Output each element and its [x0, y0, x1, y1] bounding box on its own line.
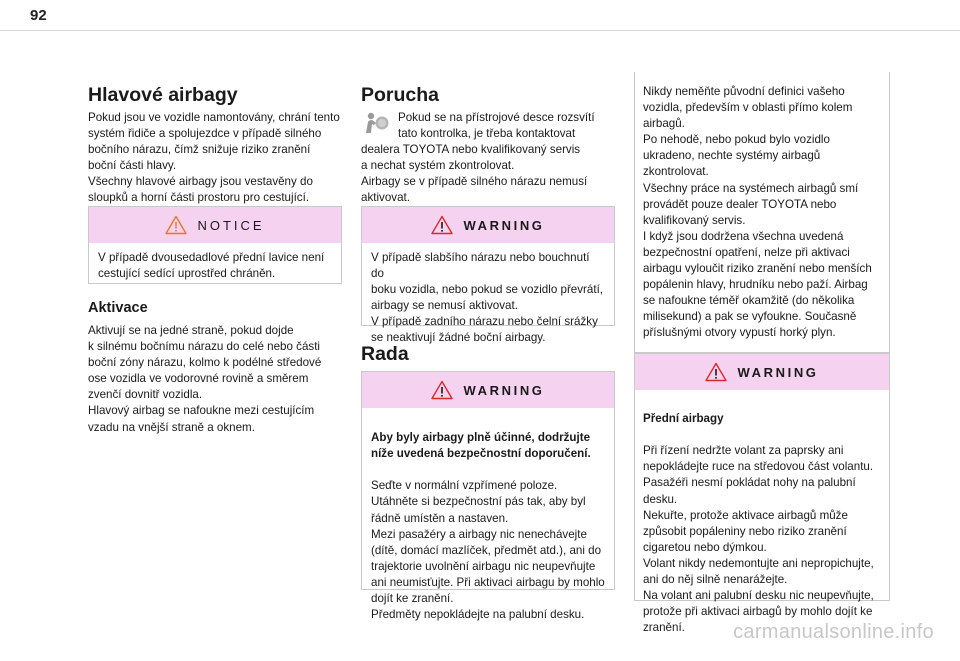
notice-label: NOTICE	[197, 217, 265, 233]
warning-body-3	[635, 390, 889, 661]
warning-bold-text-2: Aby byly airbagy plně účinné, dodržujte níže uvedená bezpečnostní doporučení.	[371, 431, 591, 461]
warning-title-3: Přední airbagy	[643, 412, 724, 426]
page-number: 92	[30, 7, 47, 24]
heading-porucha: Porucha	[361, 84, 440, 106]
continued-box	[634, 72, 890, 353]
notice-text: V případě dvousedadlové přední lavice není cestující sedící uprostřed chráněn.	[98, 251, 325, 281]
airbag-warning-light-icon	[362, 111, 390, 135]
hlavove-airbagy-text: Pokud jsou ve vozidle namontovány, chrání tento systém řidiče a spolujezdce v případě silného bočního nárazu, čímž snižuje riziko zranění boční části hlavy. Všechny hlavové airbagy jsou vestavěny do sloupků a horní části prostoru pro cestující.	[88, 111, 340, 205]
warning-triangle-icon	[431, 215, 453, 235]
heading-rada: Rada	[361, 343, 409, 365]
warning-label-1: WARNING	[463, 217, 545, 233]
warning-text-3: Při řízení nedržte volant za paprsky ani nepokládejte ruce na středovou část volantu. Pasažéři nesmí pokládat nohy na palubní desku. Nekuřte, protože aktivace airbagů může způsobit popáleniny nebo riziko zranění cigaretou nebo dýmkou. Volant nikdy nedemontujte ani nepropichujte, ani do něj silně nenarážejte. Na volant ani palubní desku nic neupevňujte, protože při aktivaci airbagů by mohlo dojít ke zranění.	[643, 444, 874, 635]
notice-box	[88, 206, 342, 284]
warning-text-1: V případě slabšího nárazu nebo bouchnutí do boku vozidla, nebo pokud se vozidlo převrátí, airbagy se nemusí aktivovat. V případě zadního nárazu nebo čelní srážky se neaktivují žádné boční airbagy.	[371, 251, 604, 345]
notice-triangle-icon	[165, 215, 187, 235]
warning-header-3	[635, 354, 889, 390]
warning-body-2	[362, 408, 614, 647]
heading-hlavove-airbagy: Hlavové airbagy	[88, 84, 238, 106]
heading-aktivace: Aktivace	[88, 300, 148, 316]
aktivace-text: Aktivují se na jedné straně, pokud dojde k silnému bočnímu nárazu do celé nebo části boční zóny nárazu, kolmo k podélné středové ose vozidla ve vodorovné rovině a směrem zvenčí dovnitř vozidla. Hlavový airbag se nafoukne mezi cestujícím vzadu na vnější straně a oknem.	[88, 324, 322, 434]
porucha-text-rest: dealera TOYOTA nebo kvalifikovaný servis a nechat systém zkontrolovat. Airbagy se v případě silného nárazu nemusí aktivovat.	[361, 143, 588, 205]
warning-box-2	[361, 371, 615, 622]
notice-header	[89, 207, 341, 243]
warning-triangle-icon	[705, 362, 727, 382]
warning-header-2	[362, 372, 614, 408]
warning-label-3: WARNING	[737, 364, 819, 380]
warning-label-2: WARNING	[463, 382, 545, 398]
warning-triangle-icon	[431, 380, 453, 400]
continued-text: Nikdy neměňte původní definici vašeho vozidla, především v oblasti přímo kolem airbagů. Po nehodě, nebo pokud bylo vozidlo ukradeno, nechte systémy airbagů zkontrolovat. Všechny práce na systémech airbagů smí provádět pouze dealer TOYOTA nebo kvalifikovaný servis. I když jsou dodržena všechna uvedená bezpečnostní opatření, nelze při aktivaci airbagu vyloučit riziko zranění nebo menších popálenin hlavy, hrudníku nebo paží. Airbag se nafoukne téměř okamžitě (do několika milisekund) a pak se vyfoukne. Současně příslušnými otvory vypustí horký plyn.	[643, 85, 872, 340]
warning-box-3	[634, 353, 890, 635]
warning-header-1	[362, 207, 614, 243]
header-divider	[0, 30, 960, 31]
warning-text-2: Seďte v normální vzpřímené poloze. Utáhněte si bezpečnostní pás tak, aby byl řádně umístěn a nastaven. Mezi pasažéry a airbagy nic nenechávejte (dítě, domácí mazlíček, předmět atd.), ani do trajektorie uvolnění airbagu nic neupevňujte ani neumisťujte. Při aktivaci airbagu by mohlo dojít ke zranění. Předměty nepokládejte na palubní desku.	[371, 479, 605, 622]
watermark: carmanualsonline.info	[733, 621, 934, 643]
warning-box-1	[361, 206, 615, 345]
porucha-text-first: Pokud se na přístrojové desce rozsvítí tato kontrolka, je třeba kontaktovat	[398, 111, 595, 141]
